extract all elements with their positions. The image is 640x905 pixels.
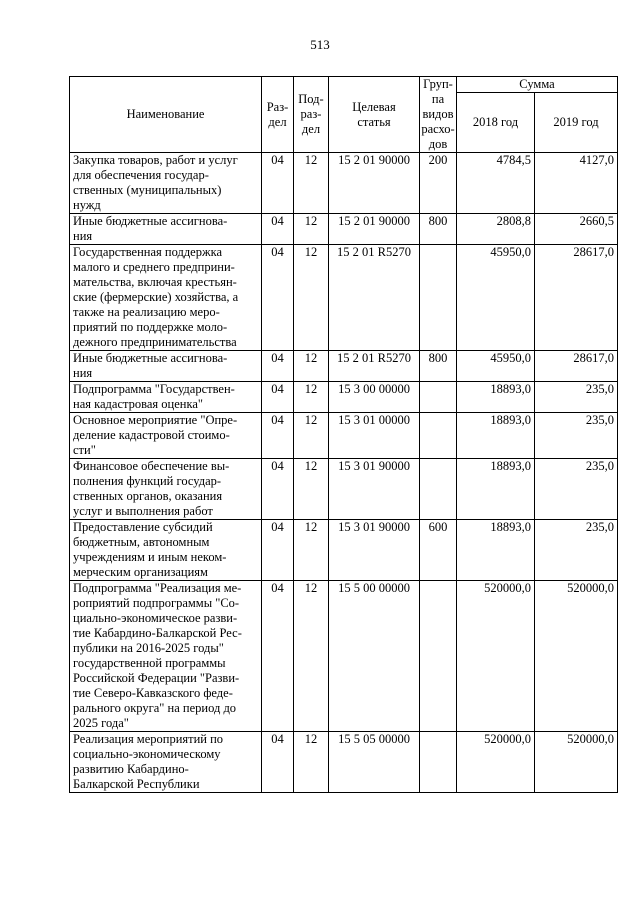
cell-name: Подпрограмма "Государствен- ная кадастровая оценка" [70, 382, 262, 413]
cell-group: 800 [420, 214, 457, 245]
cell-podrazdel: 12 [294, 520, 329, 581]
page-number: 513 [310, 37, 330, 52]
table-row [70, 732, 618, 793]
cell-name: Закупка товаров, работ и услуг для обеспечения государ- ственных (муниципальных) нужд [70, 153, 262, 214]
header-year-2018: 2018 год [457, 93, 535, 153]
cell-2019: 520000,0 [535, 581, 618, 732]
cell-2018: 520000,0 [457, 732, 535, 793]
header-target: Целевая статья [329, 77, 420, 153]
table-row [70, 382, 618, 413]
cell-name: Иные бюджетные ассигнова- ния [70, 214, 262, 245]
cell-name: Предоставление субсидий бюджетным, автономным учреждениям и иным неком- мерческим организациям [70, 520, 262, 581]
cell-podrazdel: 12 [294, 351, 329, 382]
cell-2019: 520000,0 [535, 732, 618, 793]
cell-2019: 235,0 [535, 459, 618, 520]
cell-razdel: 04 [262, 732, 294, 793]
cell-razdel: 04 [262, 153, 294, 214]
cell-2018: 2808,8 [457, 214, 535, 245]
table-row [70, 214, 618, 245]
cell-2018: 18893,0 [457, 459, 535, 520]
cell-target: 15 5 05 00000 [329, 732, 420, 793]
cell-podrazdel: 12 [294, 153, 329, 214]
cell-razdel: 04 [262, 459, 294, 520]
cell-razdel: 04 [262, 214, 294, 245]
cell-2019: 28617,0 [535, 351, 618, 382]
cell-target: 15 3 00 00000 [329, 382, 420, 413]
table-row [70, 520, 618, 581]
header-sum: Сумма [457, 77, 618, 93]
cell-name: Реализация мероприятий по социально-экономическому развитию Кабардино- Балкарской Республики [70, 732, 262, 793]
budget-table [69, 76, 618, 793]
cell-razdel: 04 [262, 520, 294, 581]
cell-2019: 235,0 [535, 413, 618, 459]
cell-2019: 2660,5 [535, 214, 618, 245]
cell-podrazdel: 12 [294, 214, 329, 245]
cell-target: 15 2 01 R5270 [329, 245, 420, 351]
header-razdel: Раз- дел [262, 77, 294, 153]
cell-group [420, 382, 457, 413]
cell-target: 15 5 00 00000 [329, 581, 420, 732]
cell-2018: 18893,0 [457, 520, 535, 581]
cell-group [420, 413, 457, 459]
cell-target: 15 2 01 90000 [329, 214, 420, 245]
cell-target: 15 3 01 90000 [329, 520, 420, 581]
cell-razdel: 04 [262, 351, 294, 382]
cell-name: Финансовое обеспечение вы- полнения функций государ- ственных органов, оказания услуг и выполнения работ [70, 459, 262, 520]
cell-group [420, 732, 457, 793]
cell-razdel: 04 [262, 581, 294, 732]
cell-2019: 235,0 [535, 382, 618, 413]
cell-razdel: 04 [262, 413, 294, 459]
cell-group [420, 245, 457, 351]
cell-2018: 45950,0 [457, 351, 535, 382]
cell-2018: 4784,5 [457, 153, 535, 214]
header-group: Груп- па видов расхо- дов [421, 77, 455, 151]
cell-2018: 18893,0 [457, 413, 535, 459]
cell-2018: 18893,0 [457, 382, 535, 413]
cell-group: 800 [420, 351, 457, 382]
cell-2018: 520000,0 [457, 581, 535, 732]
cell-2019: 28617,0 [535, 245, 618, 351]
header-name: Наименование [70, 77, 262, 153]
table-body [70, 153, 618, 793]
cell-target: 15 2 01 R5270 [329, 351, 420, 382]
cell-podrazdel: 12 [294, 581, 329, 732]
cell-target: 15 3 01 90000 [329, 459, 420, 520]
cell-razdel: 04 [262, 382, 294, 413]
cell-podrazdel: 12 [294, 413, 329, 459]
cell-name: Государственная поддержка малого и среднего предприни- мательства, включая крестьян- ские (фермерские) хозяйства, а также на реализацию меро- приятий по поддержке моло- дежного предпринимательства [70, 245, 262, 351]
header-year-2019: 2019 год [535, 93, 618, 153]
table-row [70, 581, 618, 732]
cell-podrazdel: 12 [294, 382, 329, 413]
table-row [70, 245, 618, 351]
table-header [70, 77, 618, 153]
cell-group [420, 581, 457, 732]
table-row [70, 351, 618, 382]
cell-podrazdel: 12 [294, 245, 329, 351]
table-row [70, 459, 618, 520]
cell-name: Иные бюджетные ассигнова- ния [70, 351, 262, 382]
cell-group: 600 [420, 520, 457, 581]
cell-target: 15 2 01 90000 [329, 153, 420, 214]
cell-podrazdel: 12 [294, 732, 329, 793]
cell-2019: 235,0 [535, 520, 618, 581]
cell-group: 200 [420, 153, 457, 214]
table-row [70, 153, 618, 214]
cell-podrazdel: 12 [294, 459, 329, 520]
cell-name: Подпрограмма "Реализация ме- роприятий подпрограммы "Со- циально-экономическое разви- тие Кабардино-Балкарской Рес- публики на 2016-2025 годы" государственной программы Российской Федерации "Разви- тие Северо-Кавказского феде- рального округа" на период до 2025 года" [70, 581, 262, 732]
cell-target: 15 3 01 00000 [329, 413, 420, 459]
cell-name: Основное мероприятие "Опре- деление кадастровой стоимо- сти" [70, 413, 262, 459]
cell-2019: 4127,0 [535, 153, 618, 214]
cell-razdel: 04 [262, 245, 294, 351]
header-podrazdel: Под- раз- дел [294, 77, 329, 153]
cell-group [420, 459, 457, 520]
cell-2018: 45950,0 [457, 245, 535, 351]
table-row [70, 413, 618, 459]
